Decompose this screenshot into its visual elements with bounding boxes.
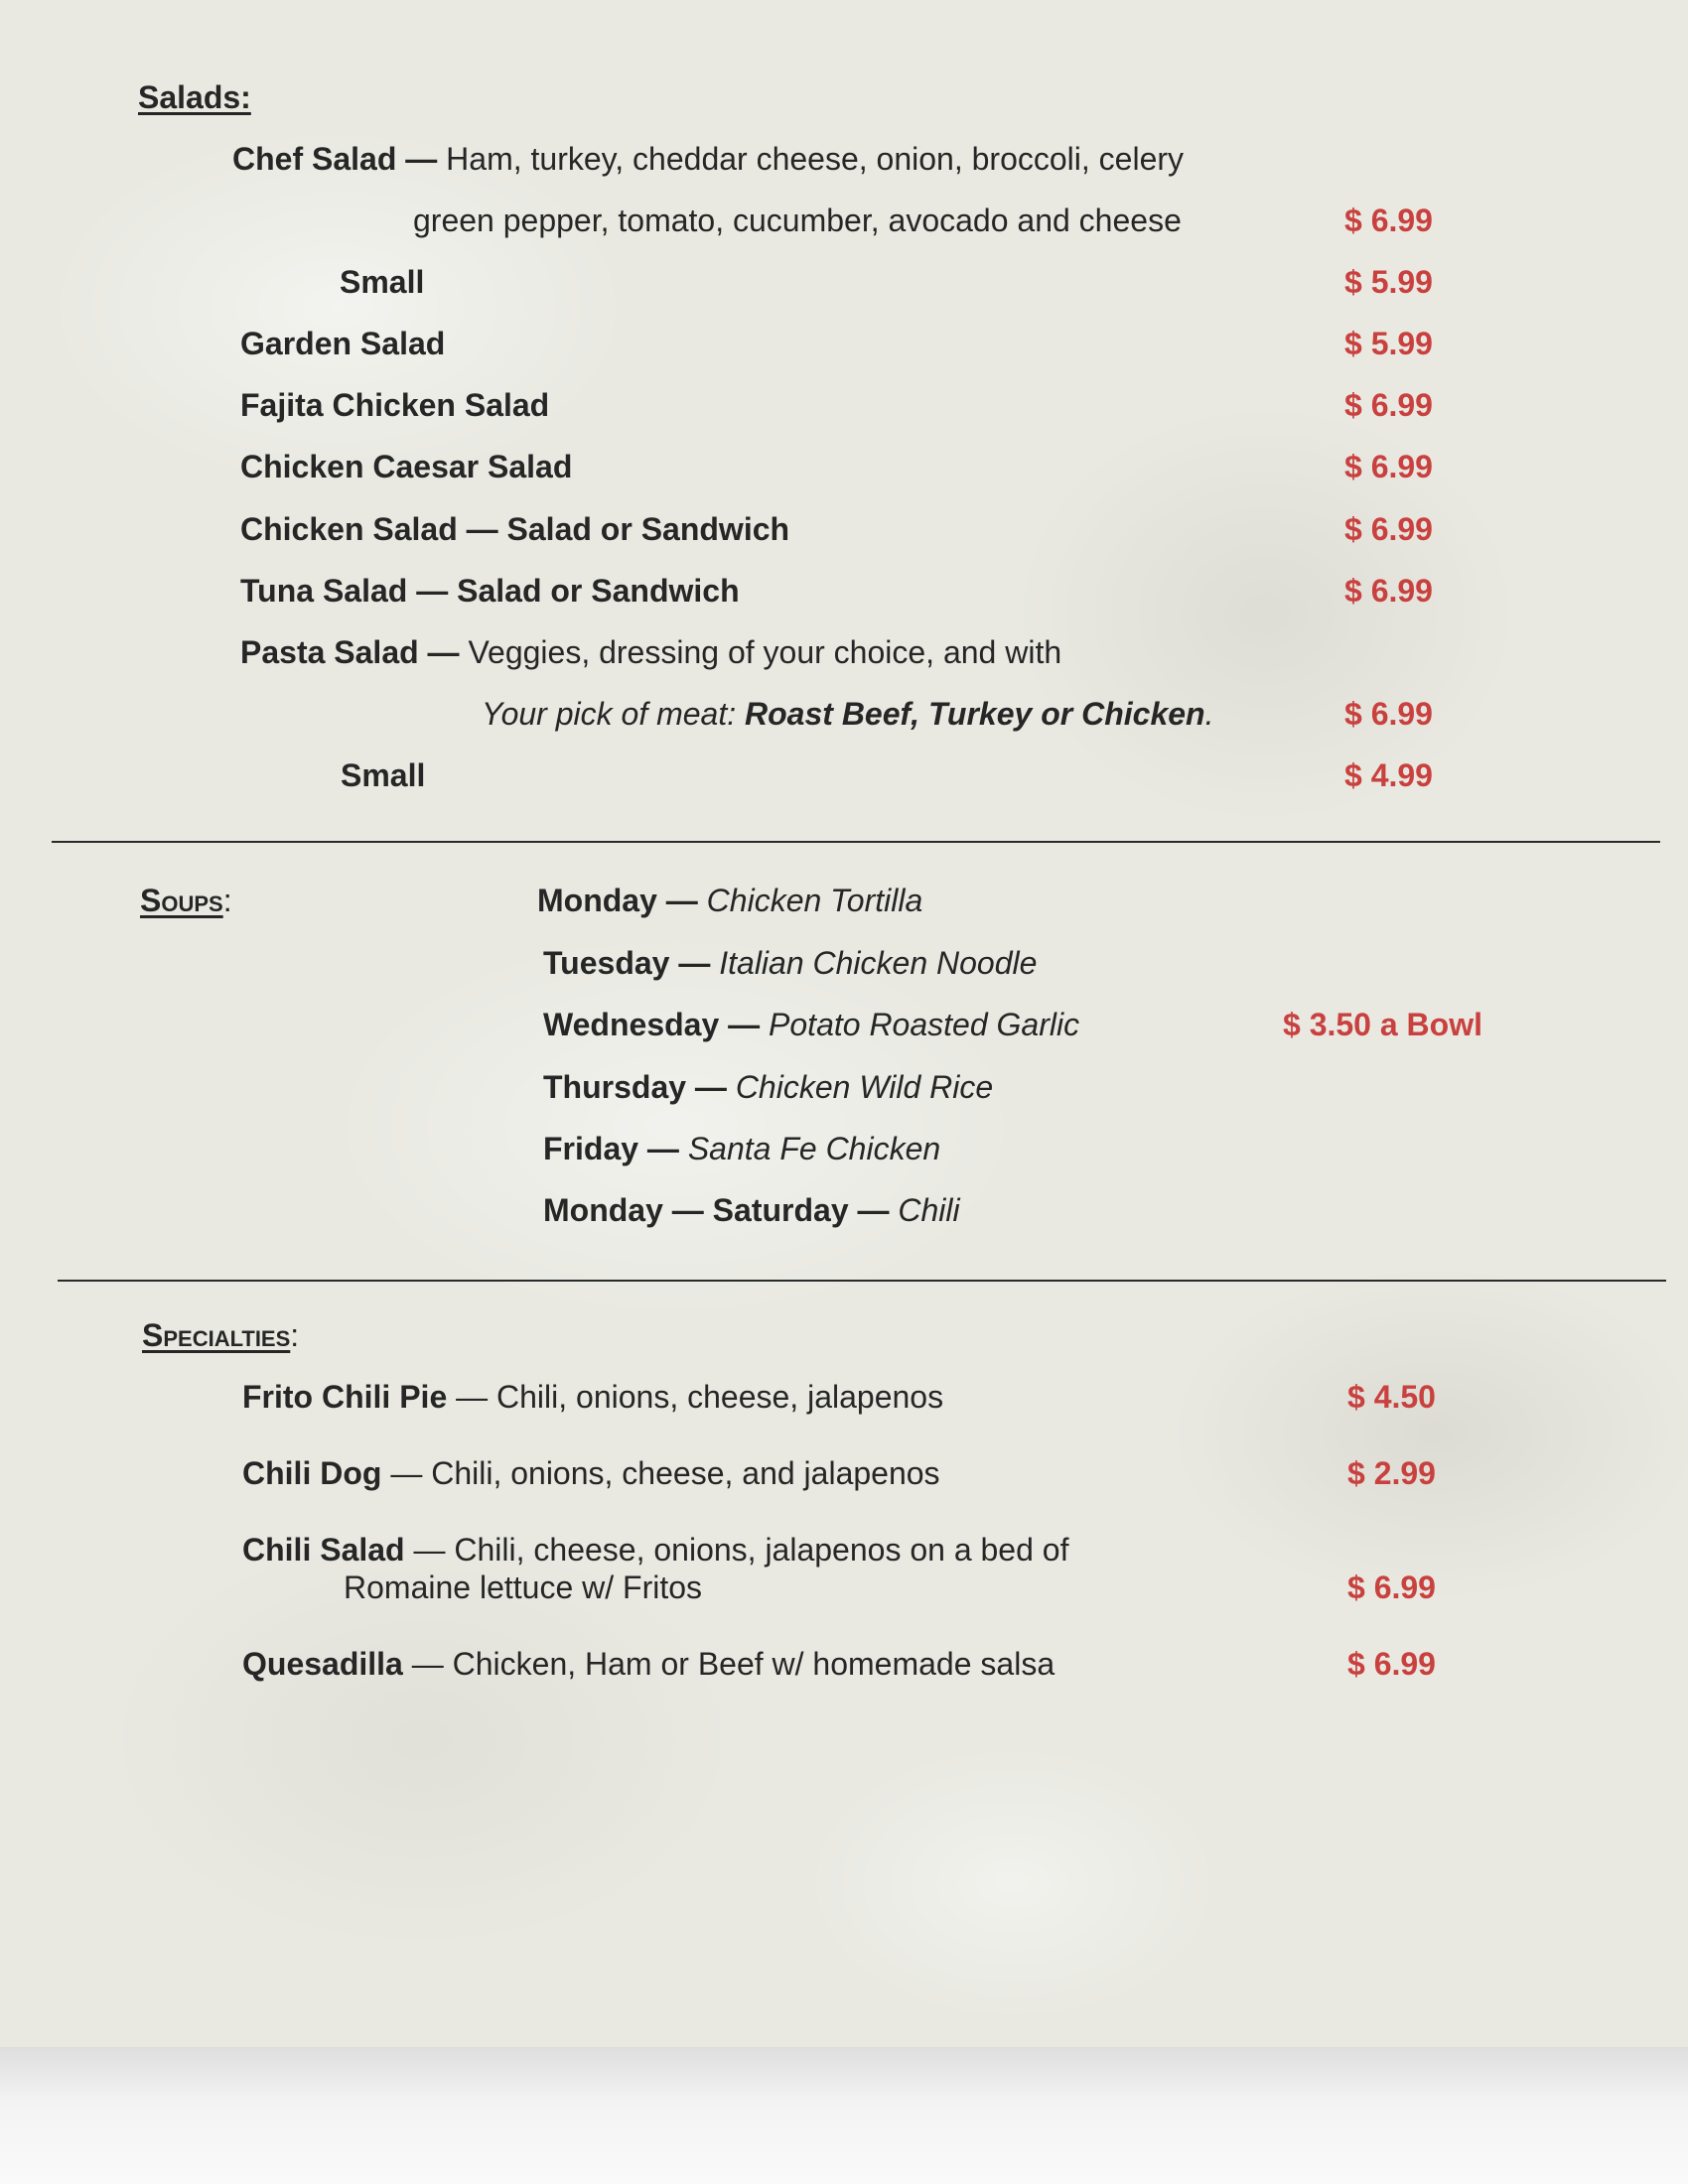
chef-salad-price: $ 6.99: [1344, 203, 1433, 238]
quesadilla-price: $ 6.99: [1347, 1646, 1436, 1682]
pasta-salad-desc: Veggies, dressing of your choice, and with: [459, 634, 1062, 670]
chili-salad-desc-1: — Chili, cheese, onions, jalapenos on a bed of: [404, 1532, 1069, 1568]
section-divider: [58, 1280, 1666, 1282]
soup-day: Wednesday —: [543, 1007, 761, 1042]
garden-salad-name: Garden Salad: [240, 326, 446, 361]
soup-price: $ 3.50 a Bowl: [1283, 1007, 1482, 1042]
fajita-salad-name: Fajita Chicken Salad: [240, 387, 550, 423]
soup-day: Thursday —: [543, 1069, 727, 1105]
pasta-salad-small: Small: [341, 757, 426, 793]
chef-salad-desc-2: green pepper, tomato, cucumber, avocado and cheese: [413, 203, 1182, 238]
chef-salad-small-price: $ 5.99: [1344, 264, 1433, 300]
pasta-meat-period: .: [1204, 696, 1214, 732]
soup-tuesday: [543, 943, 1037, 983]
soups-heading: Soups: [140, 883, 223, 918]
soup-name: Italian Chicken Noodle: [710, 945, 1038, 981]
pasta-salad-name: Pasta Salad —: [240, 634, 460, 670]
chili-dog-name: Chili Dog: [242, 1455, 382, 1491]
soup-name: Chicken Tortilla: [697, 883, 923, 918]
pasta-salad-small-price: $ 4.99: [1344, 757, 1433, 793]
pasta-salad-price: $ 6.99: [1344, 696, 1433, 732]
specialties-heading-colon: :: [290, 1317, 300, 1353]
soup-name: Chili: [889, 1192, 960, 1228]
chili-dog-desc: — Chili, onions, cheese, and jalapenos: [381, 1455, 940, 1491]
soup-thursday: [543, 1067, 993, 1107]
fajita-salad-price: $ 6.99: [1344, 387, 1433, 423]
chef-salad-line-1: [232, 139, 1184, 179]
chili-salad-price: $ 6.99: [1347, 1570, 1436, 1605]
chicken-salad-price: $ 6.99: [1344, 511, 1433, 547]
garden-salad-price: $ 5.99: [1344, 326, 1433, 361]
soup-monday-saturday: [543, 1190, 960, 1230]
soup-day: Tuesday —: [543, 945, 711, 981]
specialties-heading-line: [142, 1315, 299, 1355]
chef-salad-small: Small: [340, 264, 425, 300]
chili-salad-name: Chili Salad: [242, 1532, 405, 1568]
frito-chili-pie-line: [242, 1377, 943, 1417]
pasta-meat-label: Your pick of meat:: [482, 696, 746, 732]
frito-chili-pie-name: Frito Chili Pie: [242, 1379, 448, 1415]
soup-monday: [537, 881, 922, 920]
chili-dog-line: [242, 1453, 940, 1493]
soup-name: Potato Roasted Garlic: [760, 1007, 1080, 1042]
caesar-salad-name: Chicken Caesar Salad: [240, 449, 573, 484]
scan-bottom-edge: [0, 2047, 1688, 2184]
soup-day: Friday —: [543, 1131, 679, 1166]
pasta-salad-line-2: [482, 694, 1213, 734]
soup-name: Chicken Wild Rice: [726, 1069, 994, 1105]
quesadilla-line: [242, 1644, 1055, 1684]
soup-day: Monday — Saturday —: [543, 1192, 890, 1228]
soup-wednesday: [543, 1005, 1079, 1044]
chili-salad-desc-2: Romaine lettuce w/ Fritos: [344, 1570, 703, 1605]
chili-salad-line-1: [242, 1530, 1068, 1570]
quesadilla-desc: — Chicken, Ham or Beef w/ homemade salsa: [402, 1646, 1055, 1682]
section-divider: [52, 841, 1660, 843]
soup-day: Monday —: [537, 883, 698, 918]
soups-heading-colon: :: [222, 883, 232, 918]
tuna-salad-price: $ 6.99: [1344, 573, 1433, 609]
chef-salad-name: Chef Salad —: [232, 141, 438, 177]
pasta-salad-line-1: [240, 632, 1061, 672]
soups-heading-line: [140, 881, 232, 920]
chicken-salad-name: Chicken Salad — Salad or Sandwich: [240, 511, 790, 547]
soup-friday: [543, 1129, 940, 1168]
specialties-heading: Specialties: [142, 1317, 291, 1353]
salads-heading: Salads:: [138, 79, 251, 115]
tuna-salad-name: Tuna Salad — Salad or Sandwich: [240, 573, 740, 609]
soup-name: Santa Fe Chicken: [678, 1131, 941, 1166]
chef-salad-desc-1: Ham, turkey, cheddar cheese, onion, broccoli, celery: [437, 141, 1185, 177]
frito-chili-pie-desc: — Chili, onions, cheese, jalapenos: [447, 1379, 944, 1415]
caesar-salad-price: $ 6.99: [1344, 449, 1433, 484]
frito-chili-pie-price: $ 4.50: [1347, 1379, 1436, 1415]
quesadilla-name: Quesadilla: [242, 1646, 403, 1682]
chili-dog-price: $ 2.99: [1347, 1455, 1436, 1491]
pasta-meat-options: Roast Beef, Turkey or Chicken: [745, 696, 1205, 732]
